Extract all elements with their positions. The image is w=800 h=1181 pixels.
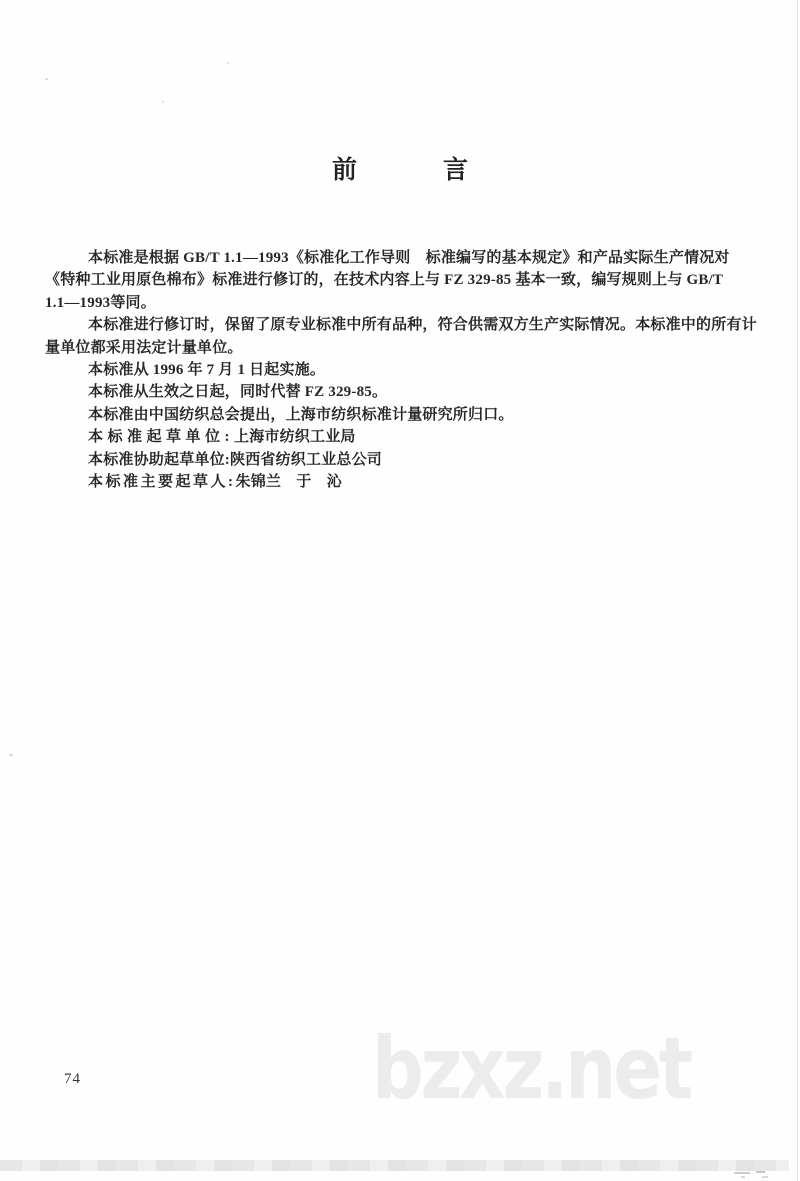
scan-speck (45, 78, 48, 80)
scan-speck (227, 62, 229, 64)
foreword-line-assist-unit: 本标准协助起草单位:陕西省纺织工业总公司 (88, 451, 382, 468)
foreword-line: 本标准是根据 GB/T 1.1—1993《标准化工作导则 标准编写的基本规定》和产品实际生产情况对 (88, 250, 730, 266)
scan-artifact-strip (0, 1160, 789, 1171)
foreword-body (45, 247, 760, 493)
foreword-line: 1.1—1993等同。 (45, 294, 156, 311)
scan-artifact-marks (762, 1176, 768, 1178)
foreword-line: 量单位都采用法定计量单位。 (45, 339, 243, 356)
foreword-line-chief-drafters (45, 471, 760, 493)
scan-artifact-marks (734, 1172, 750, 1174)
foreword-line: 本标准进行修订时，保留了原专业标准中所有品种，符合供需双方生产实际情况。本标准中的所有计 (88, 317, 757, 334)
foreword-line: 本标准从 1996 年 7 月 1 日起实施。 (88, 361, 326, 378)
foreword-line: 本标准从生效之日起，同时代替 FZ 329-85。 (88, 384, 388, 401)
page-edge-line (797, 0, 798, 1181)
scan-artifact-marks (756, 1171, 765, 1173)
chief-drafters-value: 朱锦兰 于 沁 (235, 473, 342, 490)
scan-artifact-marks (741, 1176, 745, 1178)
page-title (0, 150, 800, 186)
page-title-char-left: 前 (331, 157, 357, 184)
page-title-char-right: 言 (443, 157, 469, 184)
foreword-line-drafting-unit (45, 426, 760, 448)
drafting-unit-value: 上海市纺织工业局 (234, 429, 356, 446)
scan-speck (162, 101, 164, 103)
watermark: bzxz.net (372, 1019, 690, 1119)
drafting-unit-label: 本标准起草单位: (88, 429, 234, 446)
chief-drafters-label: 本标准主要起草人: (88, 473, 236, 490)
page-number: 74 (64, 1071, 81, 1087)
scan-speck (9, 754, 13, 756)
foreword-line: 《特种工业用原色棉布》标准进行修订的，在技术内容上与 FZ 329-85 基本一致，编写规则上与 GB/T (45, 272, 724, 289)
foreword-line: 本标准由中国纺织总会提出，上海市纺织标准计量研究所归口。 (88, 406, 514, 423)
